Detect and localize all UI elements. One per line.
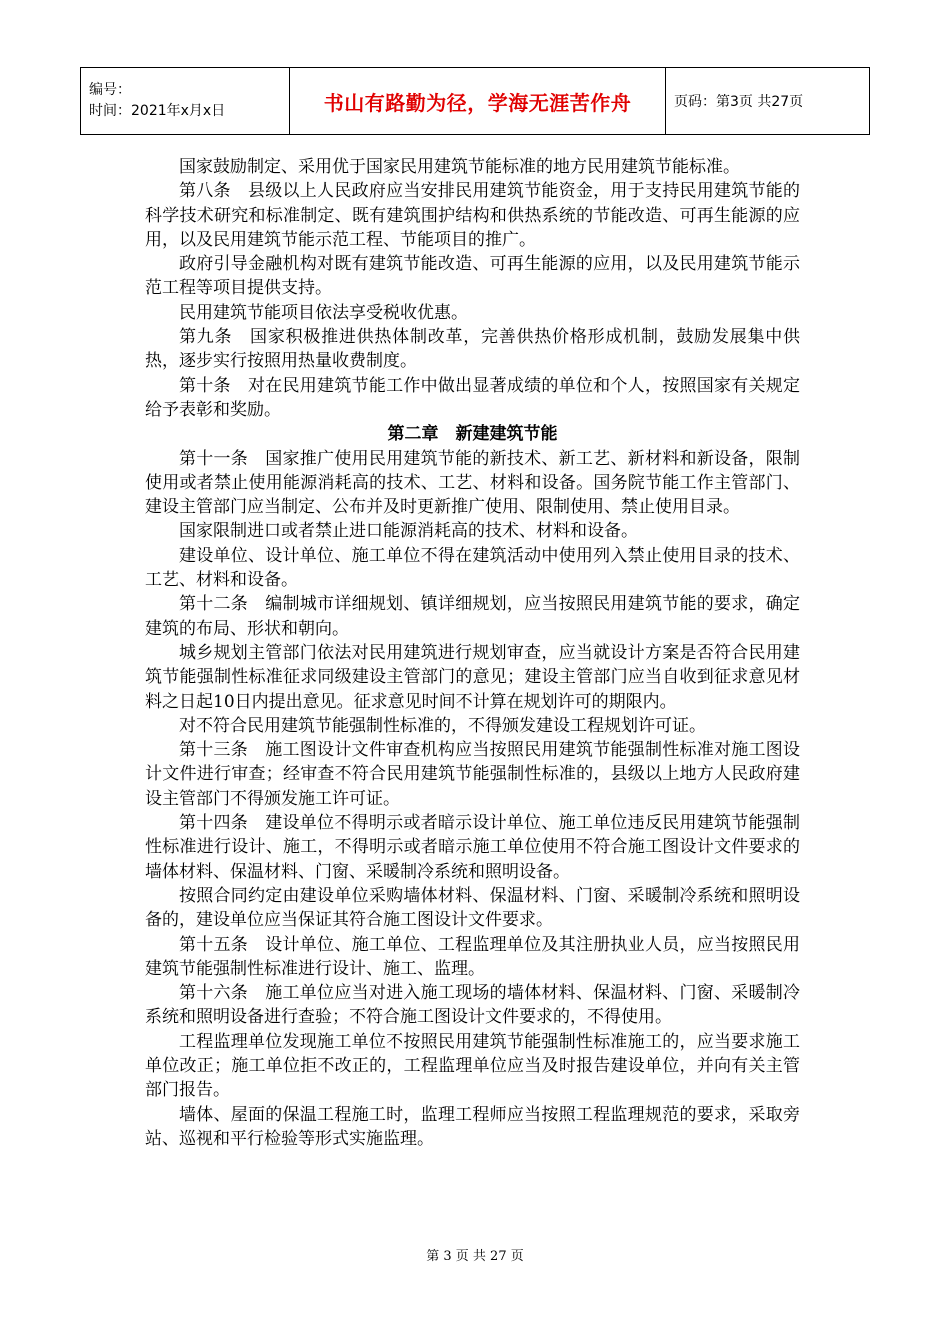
paragraph: 政府引导金融机构对既有建筑节能改造、可再生能源的应用，以及民用建筑节能示范工程等项目提供支持。 [145, 254, 800, 299]
header-motto: 书山有路勤为径，学海无涯苦作舟 [290, 68, 666, 135]
paragraph: 第十五条 设计单位、施工单位、工程监理单位及其注册执业人员，应当按照民用建筑节能强制性标准进行设计、施工、监理。 [145, 934, 800, 979]
paragraph: 第十六条 施工单位应当对进入施工现场的墙体材料、保温材料、门窗、采暖制冷系统和照明设备进行查验；不符合施工图设计文件要求的，不得使用。 [145, 983, 800, 1028]
document-header [80, 67, 870, 135]
paragraph: 第十条 对在民用建筑节能工作中做出显著成绩的单位和个人，按照国家有关规定给予表彰和奖励。 [145, 375, 800, 420]
chapter-title: 第二章 新建建筑节能 [387, 424, 558, 445]
paragraph: 第八条 县级以上人民政府应当安排民用建筑节能资金，用于支持民用建筑节能的科学技术研究和标准制定、既有建筑围护结构和供热系统的节能改造、可再生能源的应用，以及民用建筑节能示范工程、节能项目的推广。 [145, 181, 800, 250]
header-page-info: 页码：第3页 共27页 [666, 68, 870, 135]
paragraph: 国家限制进口或者禁止进口能源消耗高的技术、材料和设备。 [179, 521, 638, 542]
paragraph: 按照合同约定由建设单位采购墙体材料、保温材料、门窗、采暖制冷系统和照明设备的，建设单位应当保证其符合施工图设计文件要求。 [145, 885, 800, 931]
time-label: 时间：2021年x月x日 [89, 103, 226, 119]
paragraph: 第十一条 国家推广使用民用建筑节能的新技术、新工艺、新材料和新设备，限制使用或者禁止使用能源消耗高的技术、工艺、材料和设备。国务院节能工作主管部门、建设主管部门应当制定、公布并及时更新推广使用、限制使用、禁止使用目录。 [145, 448, 800, 518]
paragraph: 第十二条 编制城市详细规划、镇详细规划，应当按照民用建筑节能的要求，确定建筑的布局、形状和朝向。 [145, 594, 800, 639]
page-footer: 第 3 页 共 27 页 [426, 1249, 524, 1264]
paragraph: 工程监理单位发现施工单位不按照民用建筑节能强制性标准施工的，应当要求施工单位改正；施工单位拒不改正的，工程监理单位应当及时报告建设单位，并向有关主管部门报告。 [145, 1031, 800, 1101]
document-body [145, 155, 800, 1151]
header-meta [81, 68, 290, 135]
paragraph: 第九条 国家积极推进供热体制改革，完善供热价格形成机制，鼓励发展集中供热，逐步实行按照用热量收费制度。 [145, 327, 800, 372]
paragraph: 墙体、屋面的保温工程施工时，监理工程师应当按照工程监理规范的要求，采取旁站、巡视和平行检验等形式实施监理。 [145, 1104, 800, 1149]
paragraph: 第十四条 建设单位不得明示或者暗示设计单位、施工单位违反民用建筑节能强制性标准进行设计、施工，不得明示或者暗示施工单位使用不符合施工图设计文件要求的墙体材料、保温材料、门窗、采暖制冷系统和照明设备。 [145, 813, 800, 882]
paragraph: 建设单位、设计单位、施工单位不得在建筑活动中使用列入禁止使用目录的技术、工艺、材料和设备。 [145, 545, 800, 591]
number-label: 编号： [89, 82, 131, 98]
paragraph: 对不符合民用建筑节能强制性标准的，不得颁发建设工程规划许可证。 [179, 715, 706, 736]
paragraph: 国家鼓励制定、采用优于国家民用建筑节能标准的地方民用建筑节能标准。 [179, 157, 740, 177]
paragraph: 城乡规划主管部门依法对民用建筑进行规划审查，应当就设计方案是否符合民用建筑节能强制性标准征求同级建设主管部门的意见；建设主管部门应当自收到征求意见材料之日起10日内提出意见。征求意见时间不计算在规划许可的期限内。 [145, 642, 800, 712]
paragraph: 第十三条 施工图设计文件审查机构应当按照民用建筑节能强制性标准对施工图设计文件进行审查；经审查不符合民用建筑节能强制性标准的，县级以上地方人民政府建设主管部门不得颁发施工许可证。 [145, 740, 800, 809]
paragraph: 民用建筑节能项目依法享受税收优惠。 [179, 302, 468, 323]
